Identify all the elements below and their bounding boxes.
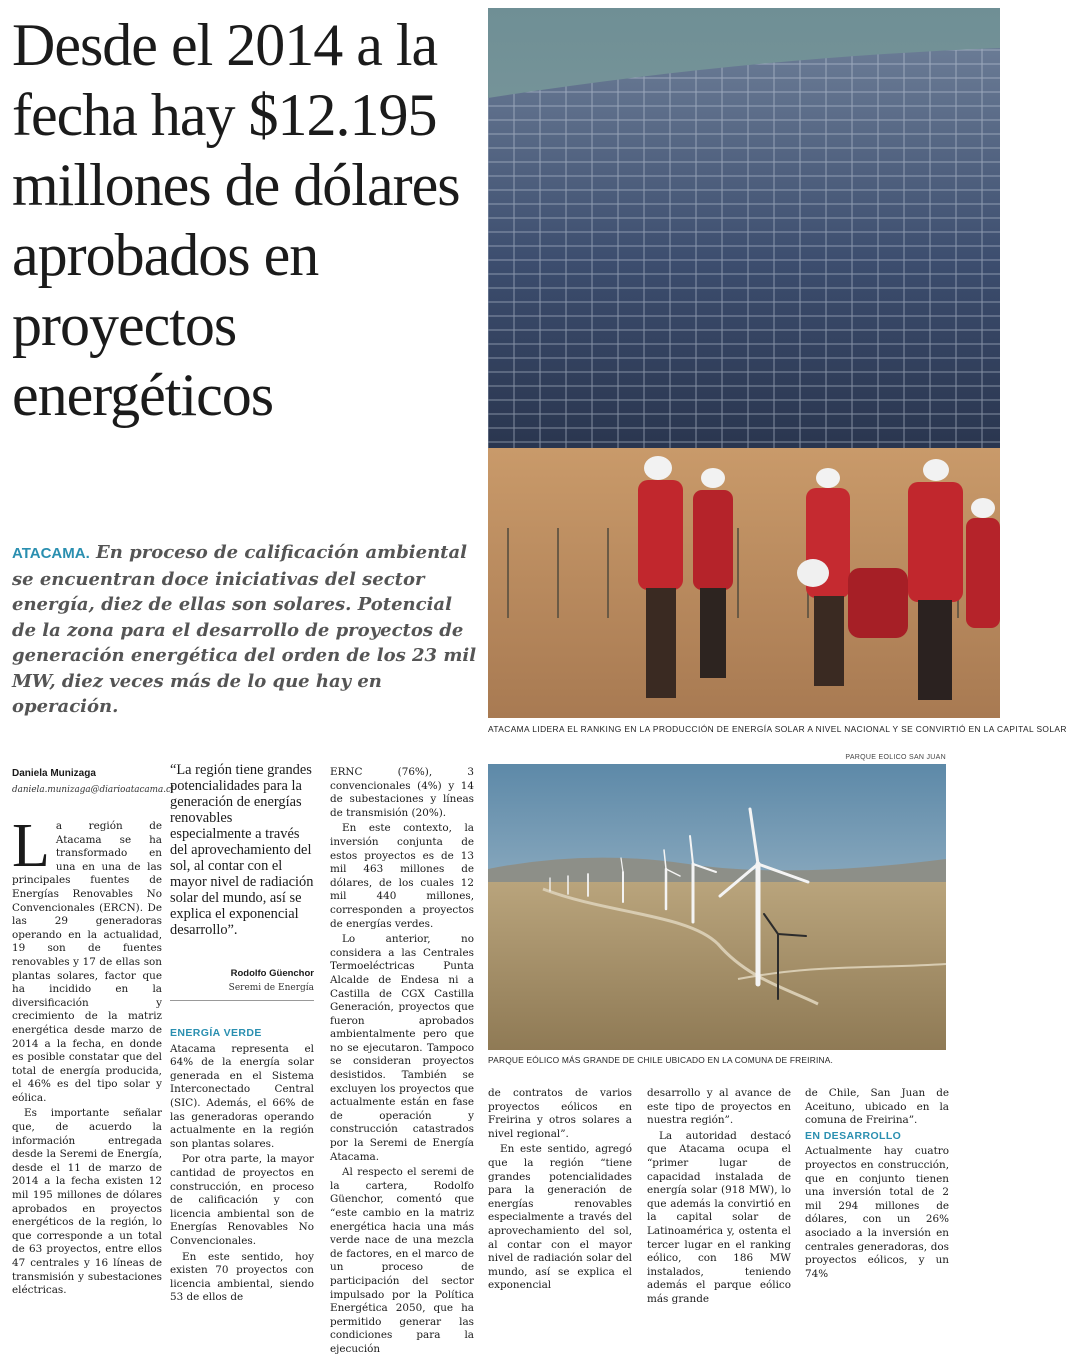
headline: Desde el 2014 a la fecha hay $12.195 millones de dólares aprobados en proyectos energéticos — [12, 12, 460, 428]
article-column-1 — [12, 812, 162, 1300]
article-column-4 — [488, 1087, 632, 1295]
quote-author: Rodolfo Güenchor — [230, 968, 314, 979]
byline — [12, 767, 174, 797]
paragraph: de contratos de varios proyectos eólicos en Freirina y otros solares a nivel regional”. — [488, 1087, 632, 1140]
lead-text: En proceso de calificación ambiental se encuentran doce iniciativas del sector energía, diez de ellas son solares. Potencial de la zona para el desarrollo de proyectos de generación energética del orden de los 23 mil MW, diez veces más de lo que hay en operación. — [12, 542, 477, 717]
pull-quote: “La región tiene grandes potencialidades para la generación de energías renovables especialmente a través del aprovechamiento del sol, al contar con el mayor nivel de radiación solar del mundo, así se explica el exponencial desarrollo”. — [170, 762, 314, 938]
article-column-2 — [170, 1027, 314, 1307]
article-column-5 — [647, 1087, 791, 1309]
article-column-6 — [805, 1087, 949, 1283]
author-email[interactable]: daniela.munizaga@diarioatacama.cl — [12, 784, 174, 795]
section-heading: EN DESARROLLO — [805, 1129, 902, 1142]
paragraph: Al respecto el seremi de la cartera, Rodolfo Güenchor, comentó que “este cambio en la matriz energética hacia una más verde nace de una mezcla de factores, en el marco de un proceso de participación del sector impulsado por la Política Energética 2050, que ha permitido generar las condiciones para la ejecución — [330, 1166, 474, 1355]
lead-location-tag: ATACAMA. — [12, 545, 90, 562]
author-name: Daniela Munizaga — [12, 768, 96, 779]
solar-photo-caption: ATACAMA LIDERA EL RANKING EN LA PRODUCCIÓN DE ENERGÍA SOLAR A NIVEL NACIONAL Y SE CONVIRTIÓ EN LA CAPITAL SOLAR — [488, 724, 1067, 734]
wind-photo-credit: PARQUE EOLICO SAN JUAN — [845, 754, 946, 761]
paragraph: Lo anterior, no considera a las Centrales Termoeléctricas Punta Alcalde de Endesa ni a Castilla de CGX Castilla Generación, proyectos que fueron aprobados ambientalmente pero que no se ejecutaron. Tampoco se consideran proyectos desistidos. También se excluyen los proyectos que actualmente están en fase de operación y construcción catastrados por la Seremi de Energía Atacama. — [330, 933, 474, 1163]
paragraph: En este sentido, hoy existen 70 proyectos con licencia ambiental, siendo 53 de ellos de — [170, 1250, 314, 1304]
paragraph: a región de Atacama se ha transformado en una en una de las principales fuentes de Energías Renovables No Convencionales (ERCN). De las 29 generadoras operando en la actualidad, 19 son de fuentes renovables y 17 de ellas son plantas solares, factor que ha incidido en la diversificación y crecimiento de la matriz energética desde marzo de 2014 a la fecha, en donde es posible constatar que del total de energía producida, el 46% es del tipo solar y eólica. — [12, 820, 162, 1104]
section-heading: ENERGÍA VERDE — [170, 1027, 262, 1039]
lead-paragraph — [12, 540, 482, 720]
divider — [170, 1000, 314, 1001]
wind-photo-caption: PARQUE EÓLICO MÁS GRANDE DE CHILE UBICADO EN LA COMUNA DE FREIRINA. — [488, 1055, 834, 1065]
paragraph: La autoridad destacó que Atacama ocupa el “primer lugar de capacidad instalada de energía solar (918 MW), lo que además la convirtió en la capital solar de Latinoamérica y, ostenta el tercer lugar en el ranking eólico, con 186 MW instalados, teniendo además el parque eólico más grande — [647, 1129, 791, 1305]
quote-author-role: Seremi de Energía — [228, 983, 314, 993]
paragraph: Actualmente hay cuatro proyectos en construcción, que en conjunto tienen una inversión total de 2 mil 294 millones de dólares, con un 26% asociado a la inversión en centrales generadoras, dos proyectos eólicos, y un 74% — [805, 1145, 949, 1280]
solar-farm-photo — [488, 8, 1000, 718]
paragraph: Atacama representa el 64% de la energía solar generada en el Sistema Interconectado Central (SIC). Además, el 66% de las generadoras operando actualmente en la región son plantas solares. — [170, 1042, 314, 1150]
paragraph: En este sentido, agregó que la región “tiene grandes potencialidades para la generación de energías renovables especialmente a través del aprovechamiento del sol, al contar con el mayor nivel de radiación solar del mundo, así se explica el exponencial — [488, 1143, 632, 1292]
paragraph: Por otra parte, la mayor cantidad de proyectos en construcción, en proceso de calificación y con licencia ambiental son de Energías Renovables No Convencionales. — [170, 1153, 314, 1247]
paragraph: Es importante señalar que, de acuerdo la información entregada desde la Seremi de Energía, desde el 11 de marzo de 2014 a la fecha existen 12 mil 195 millones de dólares aprobados en proyectos energéticos de la región, lo que corresponde a un total de 63 proyectos, entre ellos 47 centrales y 16 líneas de transmisión y subestaciones eléctricas. — [12, 1107, 162, 1297]
paragraph: ERNC (76%), 3 convencionales (4%) y 14 de subestaciones y líneas de transmisión (20%). — [330, 766, 474, 819]
wind-farm-photo — [488, 764, 946, 1050]
paragraph: de Chile, San Juan de Aceituno, ubicado en la comuna de Freirina”. — [805, 1087, 949, 1127]
drop-cap: L — [12, 812, 50, 880]
article-column-3 — [330, 766, 474, 1359]
paragraph: En este contexto, la inversión conjunta de estos proyectos es de 13 mil 463 millones de dólares, de los cuales 12 mil 440 millones, corresponden a proyectos de energías verdes. — [330, 822, 474, 930]
paragraph: desarrollo y al avance de este tipo de proyectos en nuestra región”. — [647, 1087, 791, 1127]
